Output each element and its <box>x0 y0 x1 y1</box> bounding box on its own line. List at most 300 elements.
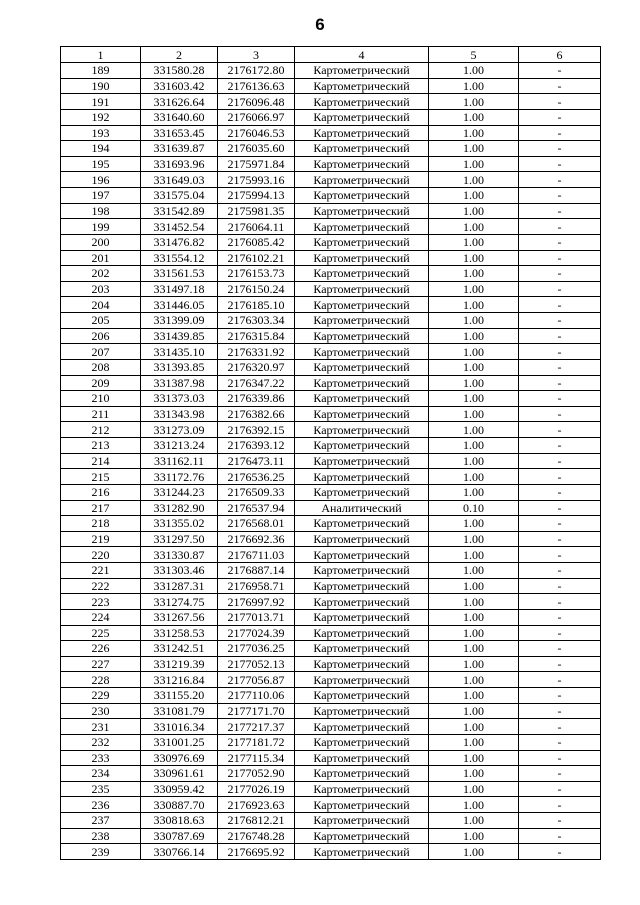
y-coordinate-cell: 2177052.13 <box>218 656 295 672</box>
point-number-cell: 205 <box>61 313 141 329</box>
description-cell: - <box>519 266 601 282</box>
table-row <box>61 344 601 360</box>
table-row <box>61 125 601 141</box>
point-number-cell: 224 <box>61 609 141 625</box>
method-cell: Картометрический <box>295 328 429 344</box>
description-cell: - <box>519 125 601 141</box>
accuracy-cell: 1.00 <box>429 672 519 688</box>
table-row <box>61 813 601 829</box>
accuracy-cell: 1.00 <box>429 203 519 219</box>
description-cell: - <box>519 594 601 610</box>
table-row <box>61 797 601 813</box>
point-number-cell: 231 <box>61 719 141 735</box>
accuracy-cell: 1.00 <box>429 78 519 94</box>
description-cell: - <box>519 453 601 469</box>
y-coordinate-cell: 2176315.84 <box>218 328 295 344</box>
method-cell: Картометрический <box>295 828 429 844</box>
column-header-1: 1 <box>61 47 141 63</box>
table-header-row <box>61 47 601 63</box>
point-number-cell: 208 <box>61 359 141 375</box>
description-cell: - <box>519 578 601 594</box>
table-row <box>61 94 601 110</box>
point-number-cell: 217 <box>61 500 141 516</box>
accuracy-cell: 1.00 <box>429 813 519 829</box>
point-number-cell: 202 <box>61 266 141 282</box>
table-row <box>61 109 601 125</box>
y-coordinate-cell: 2176331.92 <box>218 344 295 360</box>
table-row <box>61 531 601 547</box>
table-row <box>61 438 601 454</box>
point-number-cell: 230 <box>61 703 141 719</box>
description-cell: - <box>519 328 601 344</box>
x-coordinate-cell: 331603.42 <box>141 78 218 94</box>
table-row <box>61 609 601 625</box>
point-number-cell: 204 <box>61 297 141 313</box>
x-coordinate-cell: 330961.61 <box>141 766 218 782</box>
accuracy-cell: 1.00 <box>429 453 519 469</box>
point-number-cell: 197 <box>61 188 141 204</box>
point-number-cell: 235 <box>61 781 141 797</box>
point-number-cell: 233 <box>61 750 141 766</box>
accuracy-cell: 1.00 <box>429 594 519 610</box>
x-coordinate-cell: 331242.51 <box>141 641 218 657</box>
y-coordinate-cell: 2175981.35 <box>218 203 295 219</box>
method-cell: Картометрический <box>295 531 429 547</box>
column-header-6: 6 <box>519 47 601 63</box>
point-number-cell: 216 <box>61 484 141 500</box>
method-cell: Картометрический <box>295 234 429 250</box>
description-cell: - <box>519 781 601 797</box>
description-cell: - <box>519 531 601 547</box>
method-cell: Картометрический <box>295 781 429 797</box>
method-cell: Картометрический <box>295 844 429 860</box>
accuracy-cell: 1.00 <box>429 359 519 375</box>
x-coordinate-cell: 330976.69 <box>141 750 218 766</box>
table-row <box>61 63 601 79</box>
point-number-cell: 209 <box>61 375 141 391</box>
y-coordinate-cell: 2176382.66 <box>218 406 295 422</box>
point-number-cell: 193 <box>61 125 141 141</box>
table-row <box>61 375 601 391</box>
x-coordinate-cell: 331435.10 <box>141 344 218 360</box>
description-cell: - <box>519 641 601 657</box>
y-coordinate-cell: 2177217.37 <box>218 719 295 735</box>
y-coordinate-cell: 2176887.14 <box>218 563 295 579</box>
table-row <box>61 516 601 532</box>
y-coordinate-cell: 2177115.34 <box>218 750 295 766</box>
y-coordinate-cell: 2177056.87 <box>218 672 295 688</box>
description-cell: - <box>519 281 601 297</box>
description-cell: - <box>519 609 601 625</box>
y-coordinate-cell: 2176085.42 <box>218 234 295 250</box>
y-coordinate-cell: 2176339.86 <box>218 391 295 407</box>
description-cell: - <box>519 828 601 844</box>
x-coordinate-cell: 331330.87 <box>141 547 218 563</box>
y-coordinate-cell: 2175971.84 <box>218 156 295 172</box>
accuracy-cell: 1.00 <box>429 469 519 485</box>
accuracy-cell: 1.00 <box>429 281 519 297</box>
x-coordinate-cell: 331081.79 <box>141 703 218 719</box>
method-cell: Картометрический <box>295 63 429 79</box>
method-cell: Картометрический <box>295 797 429 813</box>
column-header-5: 5 <box>429 47 519 63</box>
accuracy-cell: 1.00 <box>429 578 519 594</box>
method-cell: Картометрический <box>295 109 429 125</box>
table-row <box>61 766 601 782</box>
point-number-cell: 223 <box>61 594 141 610</box>
accuracy-cell: 1.00 <box>429 344 519 360</box>
coordinates-table <box>60 46 601 860</box>
description-cell: - <box>519 844 601 860</box>
y-coordinate-cell: 2176711.03 <box>218 547 295 563</box>
table-row <box>61 688 601 704</box>
accuracy-cell: 1.00 <box>429 781 519 797</box>
y-coordinate-cell: 2176150.24 <box>218 281 295 297</box>
y-coordinate-cell: 2176102.21 <box>218 250 295 266</box>
point-number-cell: 232 <box>61 734 141 750</box>
x-coordinate-cell: 331393.85 <box>141 359 218 375</box>
y-coordinate-cell: 2175993.16 <box>218 172 295 188</box>
table-body <box>61 47 601 860</box>
accuracy-cell: 1.00 <box>429 547 519 563</box>
page-number: 6 <box>315 15 325 34</box>
description-cell: - <box>519 547 601 563</box>
method-cell: Картометрический <box>295 375 429 391</box>
x-coordinate-cell: 330766.14 <box>141 844 218 860</box>
accuracy-cell: 1.00 <box>429 531 519 547</box>
description-cell: - <box>519 766 601 782</box>
x-coordinate-cell: 331016.34 <box>141 719 218 735</box>
point-number-cell: 199 <box>61 219 141 235</box>
point-number-cell: 211 <box>61 406 141 422</box>
x-coordinate-cell: 331446.05 <box>141 297 218 313</box>
x-coordinate-cell: 330959.42 <box>141 781 218 797</box>
accuracy-cell: 0.10 <box>429 500 519 516</box>
description-cell: - <box>519 797 601 813</box>
y-coordinate-cell: 2177024.39 <box>218 625 295 641</box>
y-coordinate-cell: 2176392.15 <box>218 422 295 438</box>
accuracy-cell: 1.00 <box>429 438 519 454</box>
table-row <box>61 156 601 172</box>
point-number-cell: 206 <box>61 328 141 344</box>
description-cell: - <box>519 375 601 391</box>
point-number-cell: 225 <box>61 625 141 641</box>
x-coordinate-cell: 331439.85 <box>141 328 218 344</box>
method-cell: Картометрический <box>295 156 429 172</box>
description-cell: - <box>519 406 601 422</box>
method-cell: Картометрический <box>295 656 429 672</box>
method-cell: Картометрический <box>295 266 429 282</box>
accuracy-cell: 1.00 <box>429 422 519 438</box>
table-row <box>61 734 601 750</box>
x-coordinate-cell: 331244.23 <box>141 484 218 500</box>
point-number-cell: 212 <box>61 422 141 438</box>
method-cell: Картометрический <box>295 484 429 500</box>
x-coordinate-cell: 331387.98 <box>141 375 218 391</box>
column-header-2: 2 <box>141 47 218 63</box>
x-coordinate-cell: 331497.18 <box>141 281 218 297</box>
method-cell: Картометрический <box>295 141 429 157</box>
y-coordinate-cell: 2177026.19 <box>218 781 295 797</box>
table-row <box>61 625 601 641</box>
table-row <box>61 391 601 407</box>
method-cell: Картометрический <box>295 125 429 141</box>
description-cell: - <box>519 219 601 235</box>
x-coordinate-cell: 331399.09 <box>141 313 218 329</box>
x-coordinate-cell: 331303.46 <box>141 563 218 579</box>
y-coordinate-cell: 2176568.01 <box>218 516 295 532</box>
method-cell: Картометрический <box>295 578 429 594</box>
method-cell: Картометрический <box>295 344 429 360</box>
method-cell: Картометрический <box>295 719 429 735</box>
table-row <box>61 828 601 844</box>
x-coordinate-cell: 331580.28 <box>141 63 218 79</box>
point-number-cell: 234 <box>61 766 141 782</box>
x-coordinate-cell: 331355.02 <box>141 516 218 532</box>
method-cell: Картометрический <box>295 516 429 532</box>
point-number-cell: 219 <box>61 531 141 547</box>
y-coordinate-cell: 2176695.92 <box>218 844 295 860</box>
point-number-cell: 229 <box>61 688 141 704</box>
accuracy-cell: 1.00 <box>429 656 519 672</box>
y-coordinate-cell: 2176153.73 <box>218 266 295 282</box>
accuracy-cell: 1.00 <box>429 250 519 266</box>
description-cell: - <box>519 625 601 641</box>
y-coordinate-cell: 2176136.63 <box>218 78 295 94</box>
accuracy-cell: 1.00 <box>429 484 519 500</box>
table-row <box>61 594 601 610</box>
point-number-cell: 192 <box>61 109 141 125</box>
table-row <box>61 563 601 579</box>
description-cell: - <box>519 156 601 172</box>
table-row <box>61 141 601 157</box>
table-row <box>61 781 601 797</box>
method-cell: Картометрический <box>295 188 429 204</box>
table-row <box>61 453 601 469</box>
x-coordinate-cell: 331219.39 <box>141 656 218 672</box>
point-number-cell: 210 <box>61 391 141 407</box>
accuracy-cell: 1.00 <box>429 63 519 79</box>
x-coordinate-cell: 331626.64 <box>141 94 218 110</box>
table-row <box>61 297 601 313</box>
method-cell: Картометрический <box>295 94 429 110</box>
x-coordinate-cell: 331213.24 <box>141 438 218 454</box>
accuracy-cell: 1.00 <box>429 734 519 750</box>
accuracy-cell: 1.00 <box>429 688 519 704</box>
method-cell: Картометрический <box>295 703 429 719</box>
method-cell: Картометрический <box>295 313 429 329</box>
method-cell: Картометрический <box>295 250 429 266</box>
method-cell: Картометрический <box>295 422 429 438</box>
y-coordinate-cell: 2176393.12 <box>218 438 295 454</box>
point-number-cell: 237 <box>61 813 141 829</box>
point-number-cell: 218 <box>61 516 141 532</box>
description-cell: - <box>519 94 601 110</box>
y-coordinate-cell: 2175994.13 <box>218 188 295 204</box>
description-cell: - <box>519 703 601 719</box>
table-row <box>61 203 601 219</box>
method-cell: Картометрический <box>295 563 429 579</box>
y-coordinate-cell: 2176303.34 <box>218 313 295 329</box>
description-cell: - <box>519 422 601 438</box>
method-cell: Картометрический <box>295 547 429 563</box>
column-header-4: 4 <box>295 47 429 63</box>
point-number-cell: 238 <box>61 828 141 844</box>
x-coordinate-cell: 331639.87 <box>141 141 218 157</box>
x-coordinate-cell: 331258.53 <box>141 625 218 641</box>
table-row <box>61 219 601 235</box>
description-cell: - <box>519 250 601 266</box>
table-row <box>61 469 601 485</box>
y-coordinate-cell: 2176997.92 <box>218 594 295 610</box>
table-row <box>61 703 601 719</box>
accuracy-cell: 1.00 <box>429 375 519 391</box>
table-row <box>61 641 601 657</box>
table-row <box>61 578 601 594</box>
method-cell: Картометрический <box>295 469 429 485</box>
y-coordinate-cell: 2176066.97 <box>218 109 295 125</box>
y-coordinate-cell: 2176185.10 <box>218 297 295 313</box>
x-coordinate-cell: 331267.56 <box>141 609 218 625</box>
y-coordinate-cell: 2177110.06 <box>218 688 295 704</box>
point-number-cell: 191 <box>61 94 141 110</box>
description-cell: - <box>519 516 601 532</box>
y-coordinate-cell: 2177013.71 <box>218 609 295 625</box>
description-cell: - <box>519 359 601 375</box>
y-coordinate-cell: 2176064.11 <box>218 219 295 235</box>
accuracy-cell: 1.00 <box>429 125 519 141</box>
accuracy-cell: 1.00 <box>429 828 519 844</box>
accuracy-cell: 1.00 <box>429 797 519 813</box>
x-coordinate-cell: 331343.98 <box>141 406 218 422</box>
description-cell: - <box>519 78 601 94</box>
description-cell: - <box>519 813 601 829</box>
y-coordinate-cell: 2176473.11 <box>218 453 295 469</box>
accuracy-cell: 1.00 <box>429 391 519 407</box>
y-coordinate-cell: 2177181.72 <box>218 734 295 750</box>
accuracy-cell: 1.00 <box>429 172 519 188</box>
accuracy-cell: 1.00 <box>429 844 519 860</box>
point-number-cell: 239 <box>61 844 141 860</box>
y-coordinate-cell: 2176748.28 <box>218 828 295 844</box>
method-cell: Картометрический <box>295 406 429 422</box>
accuracy-cell: 1.00 <box>429 625 519 641</box>
y-coordinate-cell: 2176096.48 <box>218 94 295 110</box>
method-cell: Картометрический <box>295 609 429 625</box>
description-cell: - <box>519 500 601 516</box>
y-coordinate-cell: 2176692.36 <box>218 531 295 547</box>
description-cell: - <box>519 438 601 454</box>
description-cell: - <box>519 750 601 766</box>
description-cell: - <box>519 297 601 313</box>
description-cell: - <box>519 141 601 157</box>
y-coordinate-cell: 2176046.53 <box>218 125 295 141</box>
description-cell: - <box>519 344 601 360</box>
method-cell: Картометрический <box>295 672 429 688</box>
accuracy-cell: 1.00 <box>429 188 519 204</box>
method-cell: Картометрический <box>295 734 429 750</box>
method-cell: Картометрический <box>295 172 429 188</box>
description-cell: - <box>519 234 601 250</box>
y-coordinate-cell: 2176172.80 <box>218 63 295 79</box>
table-row <box>61 250 601 266</box>
x-coordinate-cell: 331653.45 <box>141 125 218 141</box>
method-cell: Картометрический <box>295 219 429 235</box>
y-coordinate-cell: 2176812.21 <box>218 813 295 829</box>
method-cell: Картометрический <box>295 594 429 610</box>
method-cell: Картометрический <box>295 391 429 407</box>
description-cell: - <box>519 656 601 672</box>
method-cell: Картометрический <box>295 438 429 454</box>
x-coordinate-cell: 331155.20 <box>141 688 218 704</box>
accuracy-cell: 1.00 <box>429 313 519 329</box>
method-cell: Картометрический <box>295 281 429 297</box>
point-number-cell: 221 <box>61 563 141 579</box>
description-cell: - <box>519 63 601 79</box>
accuracy-cell: 1.00 <box>429 406 519 422</box>
point-number-cell: 203 <box>61 281 141 297</box>
method-cell: Картометрический <box>295 641 429 657</box>
table-row <box>61 656 601 672</box>
x-coordinate-cell: 330887.70 <box>141 797 218 813</box>
x-coordinate-cell: 331693.96 <box>141 156 218 172</box>
point-number-cell: 215 <box>61 469 141 485</box>
method-cell: Аналитический <box>295 500 429 516</box>
table-row <box>61 234 601 250</box>
accuracy-cell: 1.00 <box>429 563 519 579</box>
y-coordinate-cell: 2176537.94 <box>218 500 295 516</box>
y-coordinate-cell: 2176320.97 <box>218 359 295 375</box>
method-cell: Картометрический <box>295 359 429 375</box>
accuracy-cell: 1.00 <box>429 109 519 125</box>
accuracy-cell: 1.00 <box>429 328 519 344</box>
x-coordinate-cell: 331373.03 <box>141 391 218 407</box>
y-coordinate-cell: 2176035.60 <box>218 141 295 157</box>
point-number-cell: 194 <box>61 141 141 157</box>
table-row <box>61 719 601 735</box>
table-row <box>61 406 601 422</box>
method-cell: Картометрический <box>295 625 429 641</box>
x-coordinate-cell: 331297.50 <box>141 531 218 547</box>
x-coordinate-cell: 330818.63 <box>141 813 218 829</box>
y-coordinate-cell: 2176923.63 <box>218 797 295 813</box>
description-cell: - <box>519 203 601 219</box>
point-number-cell: 198 <box>61 203 141 219</box>
table-row <box>61 328 601 344</box>
point-number-cell: 200 <box>61 234 141 250</box>
column-header-3: 3 <box>218 47 295 63</box>
x-coordinate-cell: 330787.69 <box>141 828 218 844</box>
method-cell: Картометрический <box>295 813 429 829</box>
accuracy-cell: 1.00 <box>429 703 519 719</box>
accuracy-cell: 1.00 <box>429 141 519 157</box>
point-number-cell: 222 <box>61 578 141 594</box>
y-coordinate-cell: 2176347.22 <box>218 375 295 391</box>
method-cell: Картометрический <box>295 688 429 704</box>
accuracy-cell: 1.00 <box>429 234 519 250</box>
point-number-cell: 220 <box>61 547 141 563</box>
method-cell: Картометрический <box>295 750 429 766</box>
y-coordinate-cell: 2177052.90 <box>218 766 295 782</box>
x-coordinate-cell: 331640.60 <box>141 109 218 125</box>
description-cell: - <box>519 563 601 579</box>
x-coordinate-cell: 331649.03 <box>141 172 218 188</box>
description-cell: - <box>519 688 601 704</box>
point-number-cell: 190 <box>61 78 141 94</box>
point-number-cell: 226 <box>61 641 141 657</box>
accuracy-cell: 1.00 <box>429 94 519 110</box>
table-row <box>61 172 601 188</box>
